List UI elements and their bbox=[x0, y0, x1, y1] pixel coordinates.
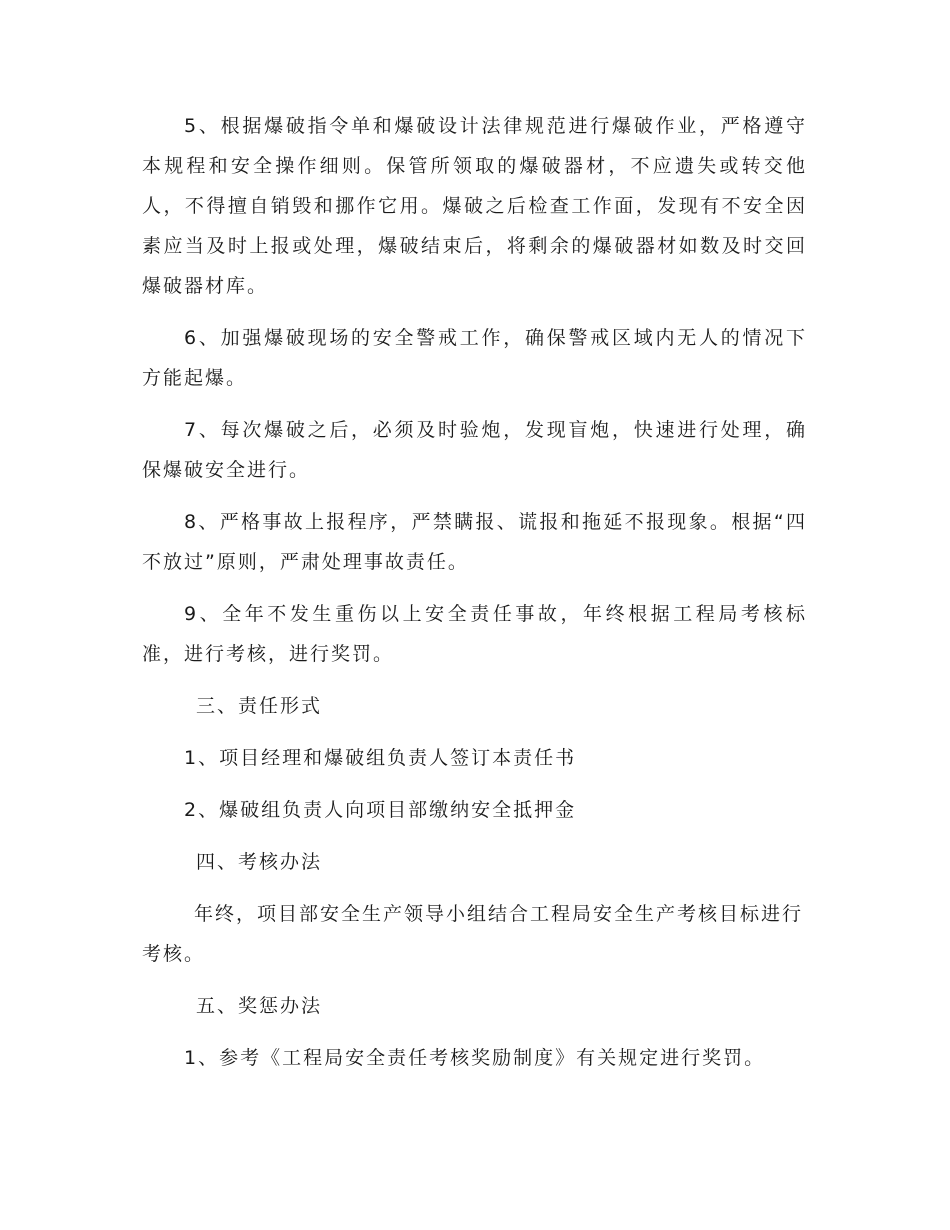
paragraph-item-6: 6、加强爆破现场的安全警戒工作，确保警戒区域内无人的情况下方能起爆。 bbox=[142, 327, 807, 389]
list-item: 1、参考《工程局安全责任考核奖励制度》有关规定进行奖罚。 bbox=[184, 1047, 766, 1069]
paragraph-item-5: 5、根据爆破指令单和爆破设计法律规范进行爆破作业，严格遵守本规程和安全操作细则。保管所领取的爆破器材，不应遗失或转交他人，不得擅自销毁和挪作它用。爆破之后检查工作面，发现有不安全因素应当及时上报或处理，爆破结束后，将剩余的爆破器材如数及时交回爆破器材库。 bbox=[142, 115, 807, 297]
document-body bbox=[142, 106, 807, 1090]
list-item: 2、爆破组负责人向项目部缴纳安全抵押金 bbox=[184, 799, 577, 821]
paragraph-item-7: 7、每次爆破之后，必须及时验炮，发现盲炮，快速进行处理，确保爆破安全进行。 bbox=[142, 419, 807, 481]
section-heading-assessment-method: 四、考核办法 bbox=[196, 851, 323, 873]
paragraph-item-9: 9、全年不发生重伤以上安全责任事故，年终根据工程局考核标准，进行考核，进行奖罚。 bbox=[142, 603, 807, 665]
section-heading-responsibility-form: 三、责任形式 bbox=[196, 695, 323, 717]
paragraph-item-8: 8、严格事故上报程序，严禁瞒报、谎报和拖延不报现象。根据“四不放过”原则，严肃处理事故责任。 bbox=[142, 511, 807, 573]
list-item: 1、项目经理和爆破组负责人签订本责任书 bbox=[184, 747, 577, 769]
section-heading-reward-method: 五、奖惩办法 bbox=[196, 995, 323, 1017]
paragraph-assessment: 年终，项目部安全生产领导小组结合工程局安全生产考核目标进行考核。 bbox=[142, 903, 804, 965]
